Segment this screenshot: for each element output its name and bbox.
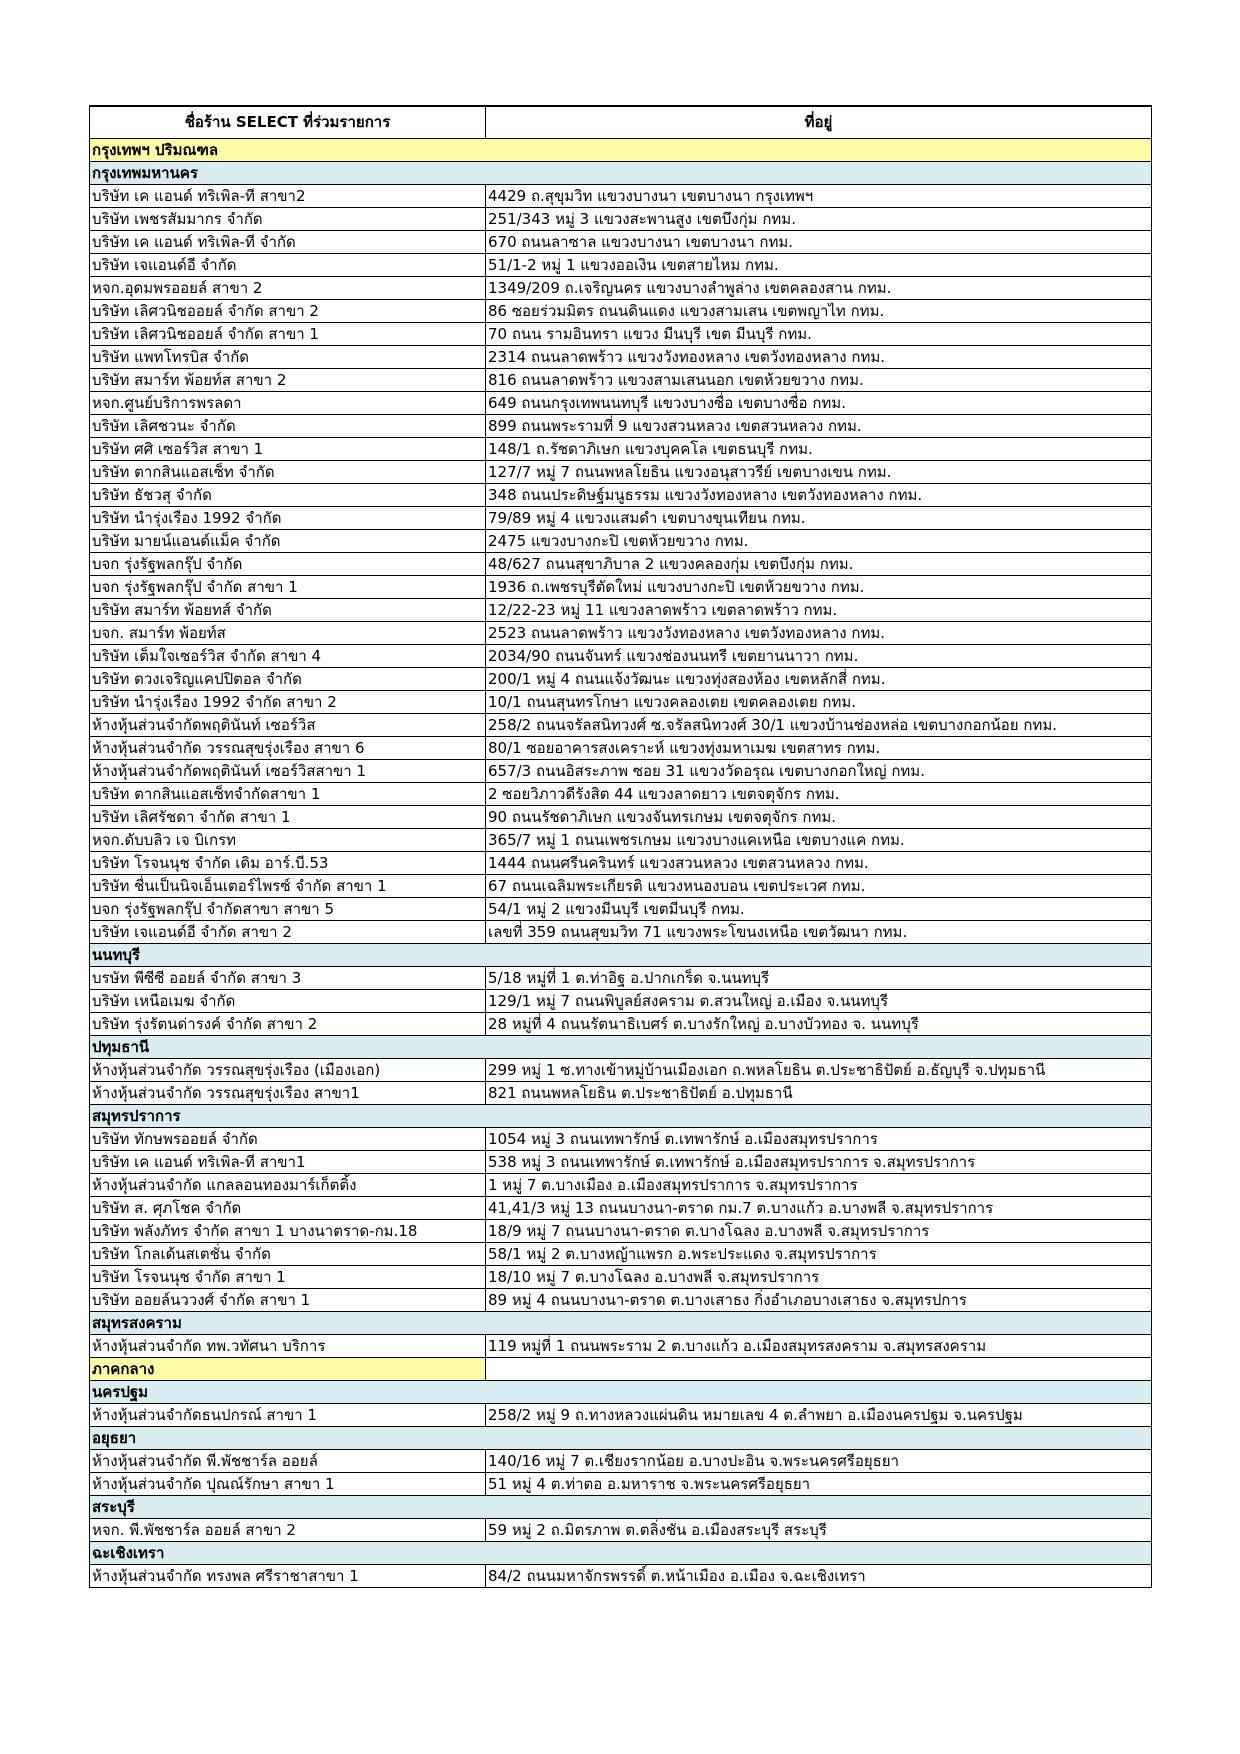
region-label: กรุงเทพฯ ปริมณฑล: [90, 139, 1152, 162]
table-row: [90, 1335, 1152, 1358]
shop-address-cell: 54/1 หมู่ 2 แขวงมีนบุรี เขตมีนบุรี กทม.: [486, 898, 1152, 921]
shop-name-cell: บริษัท เลิศวนิชออยล์ จำกัด สาขา 1: [90, 323, 486, 346]
shop-name-cell: บริษัท ดวงเจริญแคปปิตอล จำกัด: [90, 668, 486, 691]
table-body: [90, 139, 1152, 1588]
shop-name-cell: บริษัท สมาร์ท พ้อยทส์ จำกัด: [90, 599, 486, 622]
province-row: [90, 1036, 1152, 1059]
shop-address-cell: 899 ถนนพระรามที่ 9 แขวงสวนหลวง เขตสวนหลวง กทม.: [486, 415, 1152, 438]
shop-name-cell: ห้างหุ้นส่วนจำกัด ปุณณ์รักษา สาขา 1: [90, 1473, 486, 1496]
shop-address-cell: 48/627 ถนนสุขาภิบาล 2 แขวงคลองกุ่ม เขตบึงกุ่ม กทม.: [486, 553, 1152, 576]
shop-name-cell: บริษัท เลิศรัชดา จำกัด สาขา 1: [90, 806, 486, 829]
shop-name-cell: บริษัท เค แอนด์ ทริเพิล-ที สาขา2: [90, 185, 486, 208]
shop-address-cell: 51/1-2 หมู่ 1 แขวงออเงิน เขตสายไหม กทม.: [486, 254, 1152, 277]
table-row: [90, 737, 1152, 760]
shop-address-cell: 79/89 หมู่ 4 แขวงแสมดำ เขตบางขุนเทียน กทม.: [486, 507, 1152, 530]
shop-name-cell: บริษัท แพทโทรบิส จำกัด: [90, 346, 486, 369]
table-row: [90, 806, 1152, 829]
shop-address-cell: 1444 ถนนศรีนครินทร์ แขวงสวนหลวง เขตสวนหลวง กทม.: [486, 852, 1152, 875]
table-row: [90, 1565, 1152, 1588]
shop-name-cell: บริษัท มายน์แอนด์แม็ค จำกัด: [90, 530, 486, 553]
table-row: [90, 300, 1152, 323]
table-row: [90, 392, 1152, 415]
shop-name-cell: บริษัท ตากสินแอสเซ็ท จำกัด: [90, 461, 486, 484]
shop-address-cell: 12/22-23 หมู่ 11 แขวงลาดพร้าว เขตลาดพร้าว กทม.: [486, 599, 1152, 622]
province-label: สมุทรปราการ: [90, 1105, 1152, 1128]
shop-name-cell: บจก รุ่งรัฐพลกรุ๊ป จำกัดสาขา สาขา 5: [90, 898, 486, 921]
shop-address-cell: 80/1 ซอยอาคารสงเคราะห์ แขวงทุ่งมหาเมฆ เขตสาทร กทม.: [486, 737, 1152, 760]
shop-address-cell: 4429 ถ.สุขุมวิท แขวงบางนา เขตบางนา กรุงเทพฯ: [486, 185, 1152, 208]
shop-address-cell: 89 หมู่ 4 ถนนบางนา-ตราด ต.บางเสาธง กิ่งอำเภอบางเสาธง จ.สมุทรปการ: [486, 1289, 1152, 1312]
table-row: [90, 622, 1152, 645]
shop-name-cell: บริษัท เหนือเมฆ จำกัด: [90, 990, 486, 1013]
shop-address-cell: 90 ถนนรัชดาภิเษก แขวงจันทรเกษม เขตจตุจักร กทม.: [486, 806, 1152, 829]
shop-address-cell: 251/343 หมู่ 3 แขวงสะพานสูง เขตบึงกุ่ม กทม.: [486, 208, 1152, 231]
shop-name-cell: บรษัท พีซีซี ออยล์ จำกัด สาขา 3: [90, 967, 486, 990]
shop-address-cell: 18/10 หมู่ 7 ต.บางโฉลง อ.บางพลี จ.สมุทรปราการ: [486, 1266, 1152, 1289]
shop-name-cell: ห้างหุ้นส่วนจำกัด วรรณสุขรุ่งเรือง (เมืองเอก): [90, 1059, 486, 1082]
shop-name-cell: บริษัท ชื่นเป็นนิจเอ็นเตอร์ไพรซ์ จำกัด สาขา 1: [90, 875, 486, 898]
shop-address-cell: 258/2 ถนนจรัลสนิทวงศ์ ซ.จรัลสนิทวงศ์ 30/1 แขวงบ้านช่องหล่อ เขตบางกอกน้อย กทม.: [486, 714, 1152, 737]
province-label: อยุธยา: [90, 1427, 1152, 1450]
shop-address-cell: 538 หมู่ 3 ถนนเทพารักษ์ ต.เทพารักษ์ อ.เมืองสมุทรปราการ จ.สมุทรปราการ: [486, 1151, 1152, 1174]
table-row: [90, 1013, 1152, 1036]
shop-address-cell: 119 หมู่ที่ 1 ถนนพระราม 2 ต.บางแก้ว อ.เมืองสมุทรสงคราม จ.สมุทรสงคราม: [486, 1335, 1152, 1358]
shop-address-cell: 299 หมู่ 1 ซ.ทางเข้าหมู่บ้านเมืองเอก ถ.พหลโยธิน ต.ประชาธิปัตย์ อ.ธัญบุรี จ.ปทุมธานี: [486, 1059, 1152, 1082]
table-row: [90, 599, 1152, 622]
province-row: [90, 1105, 1152, 1128]
province-label: ปทุมธานี: [90, 1036, 1152, 1059]
province-row: [90, 944, 1152, 967]
shop-name-cell: ห้างหุ้นส่วนจำกัด แกลลอนทองมาร์เก็ตติ้ง: [90, 1174, 486, 1197]
shop-address-cell: 649 ถนนกรุงเทพนนทบุรี แขวงบางซื่อ เขตบางซื่อ กทม.: [486, 392, 1152, 415]
table-row: [90, 530, 1152, 553]
shop-name-cell: บริษัท ออยล์นววงศ์ จำกัด สาขา 1: [90, 1289, 486, 1312]
shop-name-cell: ห้างหุ้นส่วนจำกัดพฤตินันท์ เซอร์วิส: [90, 714, 486, 737]
shop-name-cell: ห้างหุ้นส่วนจำกัดธนปกรณ์ สาขา 1: [90, 1404, 486, 1427]
table-row: [90, 369, 1152, 392]
shop-name-cell: บจก. สมาร์ท พ้อยท์ส: [90, 622, 486, 645]
region-blank-cell: [486, 1358, 1152, 1381]
table-row: [90, 277, 1152, 300]
shop-address-cell: 129/1 หมู่ 7 ถนนพิบูลย์สงคราม ต.สวนใหญ่ อ.เมือง จ.นนทบุรี: [486, 990, 1152, 1013]
shop-address-cell: 67 ถนนเฉลิมพระเกียรติ แขวงหนองบอน เขตประเวศ กทม.: [486, 875, 1152, 898]
region-row: [90, 1358, 1152, 1381]
shop-address-cell: 1936 ถ.เพชรบุรีตัดใหม่ แขวงบางกะปิ เขตห้วยขวาง กทม.: [486, 576, 1152, 599]
shop-address-cell: 2 ซอยวิภาวดีรังสิต 44 แขวงลาดยาว เขตจตุจักร กทม.: [486, 783, 1152, 806]
table-row: [90, 990, 1152, 1013]
province-label: กรุงเทพมหานคร: [90, 162, 1152, 185]
shop-name-cell: ห้างหุ้นส่วนจำกัด วรรณสุขรุ่งเรือง สาขา1: [90, 1082, 486, 1105]
table-row: [90, 1243, 1152, 1266]
table-row: [90, 415, 1152, 438]
shop-name-cell: บริษัท ธัชวสุ จำกัด: [90, 484, 486, 507]
shop-address-cell: 86 ซอยร่วมมิตร ถนนดินแดง แขวงสามเสน เขตพญาไท กทม.: [486, 300, 1152, 323]
shop-name-cell: บจก รุ่งรัฐพลกรุ๊ป จำกัด: [90, 553, 486, 576]
shop-name-cell: บริษัท เต็มใจเซอร์วิส จำกัด สาขา 4: [90, 645, 486, 668]
table-row: [90, 714, 1152, 737]
table-row: [90, 461, 1152, 484]
shop-address-cell: 5/18 หมู่ที่ 1 ต.ท่าอิฐ อ.ปากเกร็ด จ.นนทบุรี: [486, 967, 1152, 990]
table-row: [90, 1473, 1152, 1496]
shop-address-cell: 2475 แขวงบางกะปิ เขตห้วยขวาง กทม.: [486, 530, 1152, 553]
shop-address-cell: 1349/209 ถ.เจริญนคร แขวงบางลำพูล่าง เขตคลองสาน กทม.: [486, 277, 1152, 300]
shop-name-cell: บริษัท นำรุ่งเรือง 1992 จำกัด: [90, 507, 486, 530]
table-row: [90, 1220, 1152, 1243]
shop-name-cell: บริษัท โรจนนุช จำกัด เดิม อาร์.บี.53: [90, 852, 486, 875]
region-row: [90, 139, 1152, 162]
province-label: สมุทรสงคราม: [90, 1312, 1152, 1335]
shop-address-cell: 657/3 ถนนอิสระภาพ ซอย 31 แขวงวัดอรุณ เขตบางกอกใหญ่ กทม.: [486, 760, 1152, 783]
table-row: [90, 323, 1152, 346]
province-label: นครปฐม: [90, 1381, 1152, 1404]
table-row: [90, 185, 1152, 208]
table-row: [90, 829, 1152, 852]
table-row: [90, 668, 1152, 691]
table-row: [90, 231, 1152, 254]
province-row: [90, 1381, 1152, 1404]
shop-name-cell: หจก.อุดมพรออยล์ สาขา 2: [90, 277, 486, 300]
shop-name-cell: บริษัท ตากสินแอสเซ็ทจำกัดสาขา 1: [90, 783, 486, 806]
table-row: [90, 967, 1152, 990]
shop-address-cell: 2523 ถนนลาดพร้าว แขวงวังทองหลาง เขตวังทองหลาง กทม.: [486, 622, 1152, 645]
shop-name-cell: ห้างหุ้นส่วนจำกัด วรรณสุขรุ่งเรือง สาขา 6: [90, 737, 486, 760]
shop-name-cell: บริษัท พลังภัทร จำกัด สาขา 1 บางนาตราด-กม.18: [90, 1220, 486, 1243]
shop-address-cell: 816 ถนนลาดพร้าว แขวงสามเสนนอก เขตห้วยขวาง กทม.: [486, 369, 1152, 392]
table-row: [90, 576, 1152, 599]
shop-address-cell: 18/9 หมู่ 7 ถนนบางนา-ตราด ต.บางโฉลง อ.บางพลี จ.สมุทรปราการ: [486, 1220, 1152, 1243]
table-row: [90, 1174, 1152, 1197]
table-row: [90, 691, 1152, 714]
shop-address-cell: 28 หมู่ที่ 4 ถนนรัตนาธิเบศร์ ต.บางรักใหญ่ อ.บางบัวทอง จ. นนทบุรี: [486, 1013, 1152, 1036]
shop-name-cell: บริษัท ทักษพรออยล์ จำกัด: [90, 1128, 486, 1151]
province-row: [90, 1427, 1152, 1450]
table-row: [90, 1519, 1152, 1542]
shop-address-cell: 200/1 หมู่ 4 ถนนแจ้งวัฒนะ แขวงทุ่งสองห้อง เขตหลักสี่ กทม.: [486, 668, 1152, 691]
shop-address-cell: 821 ถนนพหลโยธิน ต.ประชาธิปัตย์ อ.ปทุมธานี: [486, 1082, 1152, 1105]
table-row: [90, 875, 1152, 898]
shop-address-cell: 70 ถนน รามอินทรา แขวง มีนบุรี เขต มีนบุรี กทม.: [486, 323, 1152, 346]
shop-name-cell: บริษัท สมาร์ท พ้อยท์ส สาขา 2: [90, 369, 486, 392]
shop-name-cell: บริษัท นำรุ่งเรือง 1992 จำกัด สาขา 2: [90, 691, 486, 714]
shop-address-cell: 2034/90 ถนนจันทร์ แขวงช่องนนทรี เขตยานนาวา กทม.: [486, 645, 1152, 668]
shop-address-cell: 10/1 ถนนสุนทรโกษา แขวงคลองเตย เขตคลองเตย กทม.: [486, 691, 1152, 714]
table-row: [90, 1289, 1152, 1312]
table-row: [90, 208, 1152, 231]
shop-name-cell: บริษัท เพชรสัมมากร จำกัด: [90, 208, 486, 231]
shop-name-cell: หจก.ศูนย์บริการพรลดา: [90, 392, 486, 415]
table-row: [90, 1128, 1152, 1151]
shop-address-cell: 59 หมู่ 2 ถ.มิตรภาพ ต.ตลิ่งชัน อ.เมืองสระบุรี สระบุรี: [486, 1519, 1152, 1542]
table-row: [90, 1266, 1152, 1289]
shop-address-cell: 348 ถนนประดิษฐ์มนูธรรม แขวงวังทองหลาง เขตวังทองหลาง กทม.: [486, 484, 1152, 507]
shop-address-cell: 51 หมู่ 4 ต.ท่าตอ อ.มหาราช จ.พระนครศรีอยุธยา: [486, 1473, 1152, 1496]
table-header-row: [90, 106, 1152, 139]
shop-name-cell: บจก รุ่งรัฐพลกรุ๊ป จำกัด สาขา 1: [90, 576, 486, 599]
shop-address-cell: 2314 ถนนลาดพร้าว แขวงวังทองหลาง เขตวังทองหลาง กทม.: [486, 346, 1152, 369]
shop-address-cell: 148/1 ถ.รัชดาภิเษก แขวงบุคคโล เขตธนบุรี กทม.: [486, 438, 1152, 461]
shop-name-cell: ห้างหุ้นส่วนจำกัด ทพ.วทัศนา บริการ: [90, 1335, 486, 1358]
table-row: [90, 1151, 1152, 1174]
shop-address-cell: เลขที่ 359 ถนนสุขมวิท 71 แขวงพระโขนงเหนือ เขตวัฒนา กทม.: [486, 921, 1152, 944]
table-row: [90, 346, 1152, 369]
table-row: [90, 553, 1152, 576]
table-row: [90, 254, 1152, 277]
table-row: [90, 1450, 1152, 1473]
province-row: [90, 162, 1152, 185]
shop-address-cell: 41,41/3 หมู่ 13 ถนนบางนา-ตราด กม.7 ต.บางแก้ว อ.บางพลี จ.สมุทรปราการ: [486, 1197, 1152, 1220]
shop-address-cell: 140/16 หมู่ 7 ต.เชียงรากน้อย อ.บางปะอิน จ.พระนครศรีอยุธยา: [486, 1450, 1152, 1473]
shop-name-cell: บริษัท ส. ศุภโชค จำกัด: [90, 1197, 486, 1220]
shop-name-cell: บริษัท เจแอนด์อี จำกัด: [90, 254, 486, 277]
shop-name-cell: หจก.ดับบลิว เจ บิเกรท: [90, 829, 486, 852]
shop-name-cell: ห้างหุ้นส่วนจำกัด พี.พัชชาร์ล ออยล์: [90, 1450, 486, 1473]
shop-address-cell: 1054 หมู่ 3 ถนนเทพารักษ์ ต.เทพารักษ์ อ.เมืองสมุทรปราการ: [486, 1128, 1152, 1151]
table-row: [90, 645, 1152, 668]
table-row: [90, 1197, 1152, 1220]
table-row: [90, 1404, 1152, 1427]
shop-address-cell: 1 หมู่ 7 ต.บางเมือง อ.เมืองสมุทรปราการ จ.สมุทรปราการ: [486, 1174, 1152, 1197]
header-shop-name: ชื่อร้าน SELECT ที่ร่วมรายการ: [90, 106, 486, 139]
shop-name-cell: บริษัท เลิศชวนะ จำกัด: [90, 415, 486, 438]
province-row: [90, 1312, 1152, 1335]
shop-name-cell: ห้างหุ้นส่วนจำกัด ทรงพล ศรีราชาสาขา 1: [90, 1565, 486, 1588]
header-address: ที่อยู่: [486, 106, 1152, 139]
shop-address-cell: 365/7 หมู่ 1 ถนนเพชรเกษม แขวงบางแคเหนือ เขตบางแค กทม.: [486, 829, 1152, 852]
shop-name-cell: บริษัท โรจนนุช จำกัด สาขา 1: [90, 1266, 486, 1289]
province-label: ฉะเชิงเทรา: [90, 1542, 1152, 1565]
shop-name-cell: บริษัท เจแอนด์อี จำกัด สาขา 2: [90, 921, 486, 944]
table-row: [90, 760, 1152, 783]
shop-address-cell: 58/1 หมู่ 2 ต.บางหญ้าแพรก อ.พระประแดง จ.สมุทรปราการ: [486, 1243, 1152, 1266]
province-row: [90, 1496, 1152, 1519]
table-row: [90, 852, 1152, 875]
table-row: [90, 921, 1152, 944]
shop-address-cell: 258/2 หมู่ 9 ถ.ทางหลวงแผ่นดิน หมายเลข 4 ต.ลำพยา อ.เมืองนครปฐม จ.นครปฐม: [486, 1404, 1152, 1427]
shop-address-cell: 127/7 หมู่ 7 ถนนพหลโยธิน แขวงอนุสาวรีย์ เขตบางเขน กทม.: [486, 461, 1152, 484]
province-row: [90, 1542, 1152, 1565]
shop-name-cell: บริษัท โกลเด้นสเตชั่น จำกัด: [90, 1243, 486, 1266]
shop-name-cell: บริษัท เลิศวนิชออยล์ จำกัด สาขา 2: [90, 300, 486, 323]
region-label: ภาคกลาง: [90, 1358, 486, 1381]
shop-name-cell: บริษัท ศศิ เซอร์วิส สาขา 1: [90, 438, 486, 461]
shop-name-cell: บริษัท รุ่งรัตนด่ารงค์ จำกัด สาขา 2: [90, 1013, 486, 1036]
shop-name-cell: บริษัท เค แอนด์ ทริเพิล-ที สาขา1: [90, 1151, 486, 1174]
province-label: นนทบุรี: [90, 944, 1152, 967]
table-row: [90, 1082, 1152, 1105]
shop-name-cell: หจก. พี.พัชชาร์ล ออยล์ สาขา 2: [90, 1519, 486, 1542]
shop-address-cell: 670 ถนนลาซาล แขวงบางนา เขตบางนา กทม.: [486, 231, 1152, 254]
table-row: [90, 898, 1152, 921]
table-row: [90, 1059, 1152, 1082]
province-label: สระบุรี: [90, 1496, 1152, 1519]
table-row: [90, 484, 1152, 507]
shop-name-cell: ห้างหุ้นส่วนจำกัดพฤตินันท์ เซอร์วิสสาขา 1: [90, 760, 486, 783]
shop-list-table: [89, 105, 1152, 1588]
table-row: [90, 783, 1152, 806]
table-row: [90, 507, 1152, 530]
shop-address-cell: 84/2 ถนนมหาจักรพรรดิ์ ต.หน้าเมือง อ.เมือง จ.ฉะเชิงเทรา: [486, 1565, 1152, 1588]
table-row: [90, 438, 1152, 461]
shop-name-cell: บริษัท เค แอนด์ ทริเพิล-ที จำกัด: [90, 231, 486, 254]
